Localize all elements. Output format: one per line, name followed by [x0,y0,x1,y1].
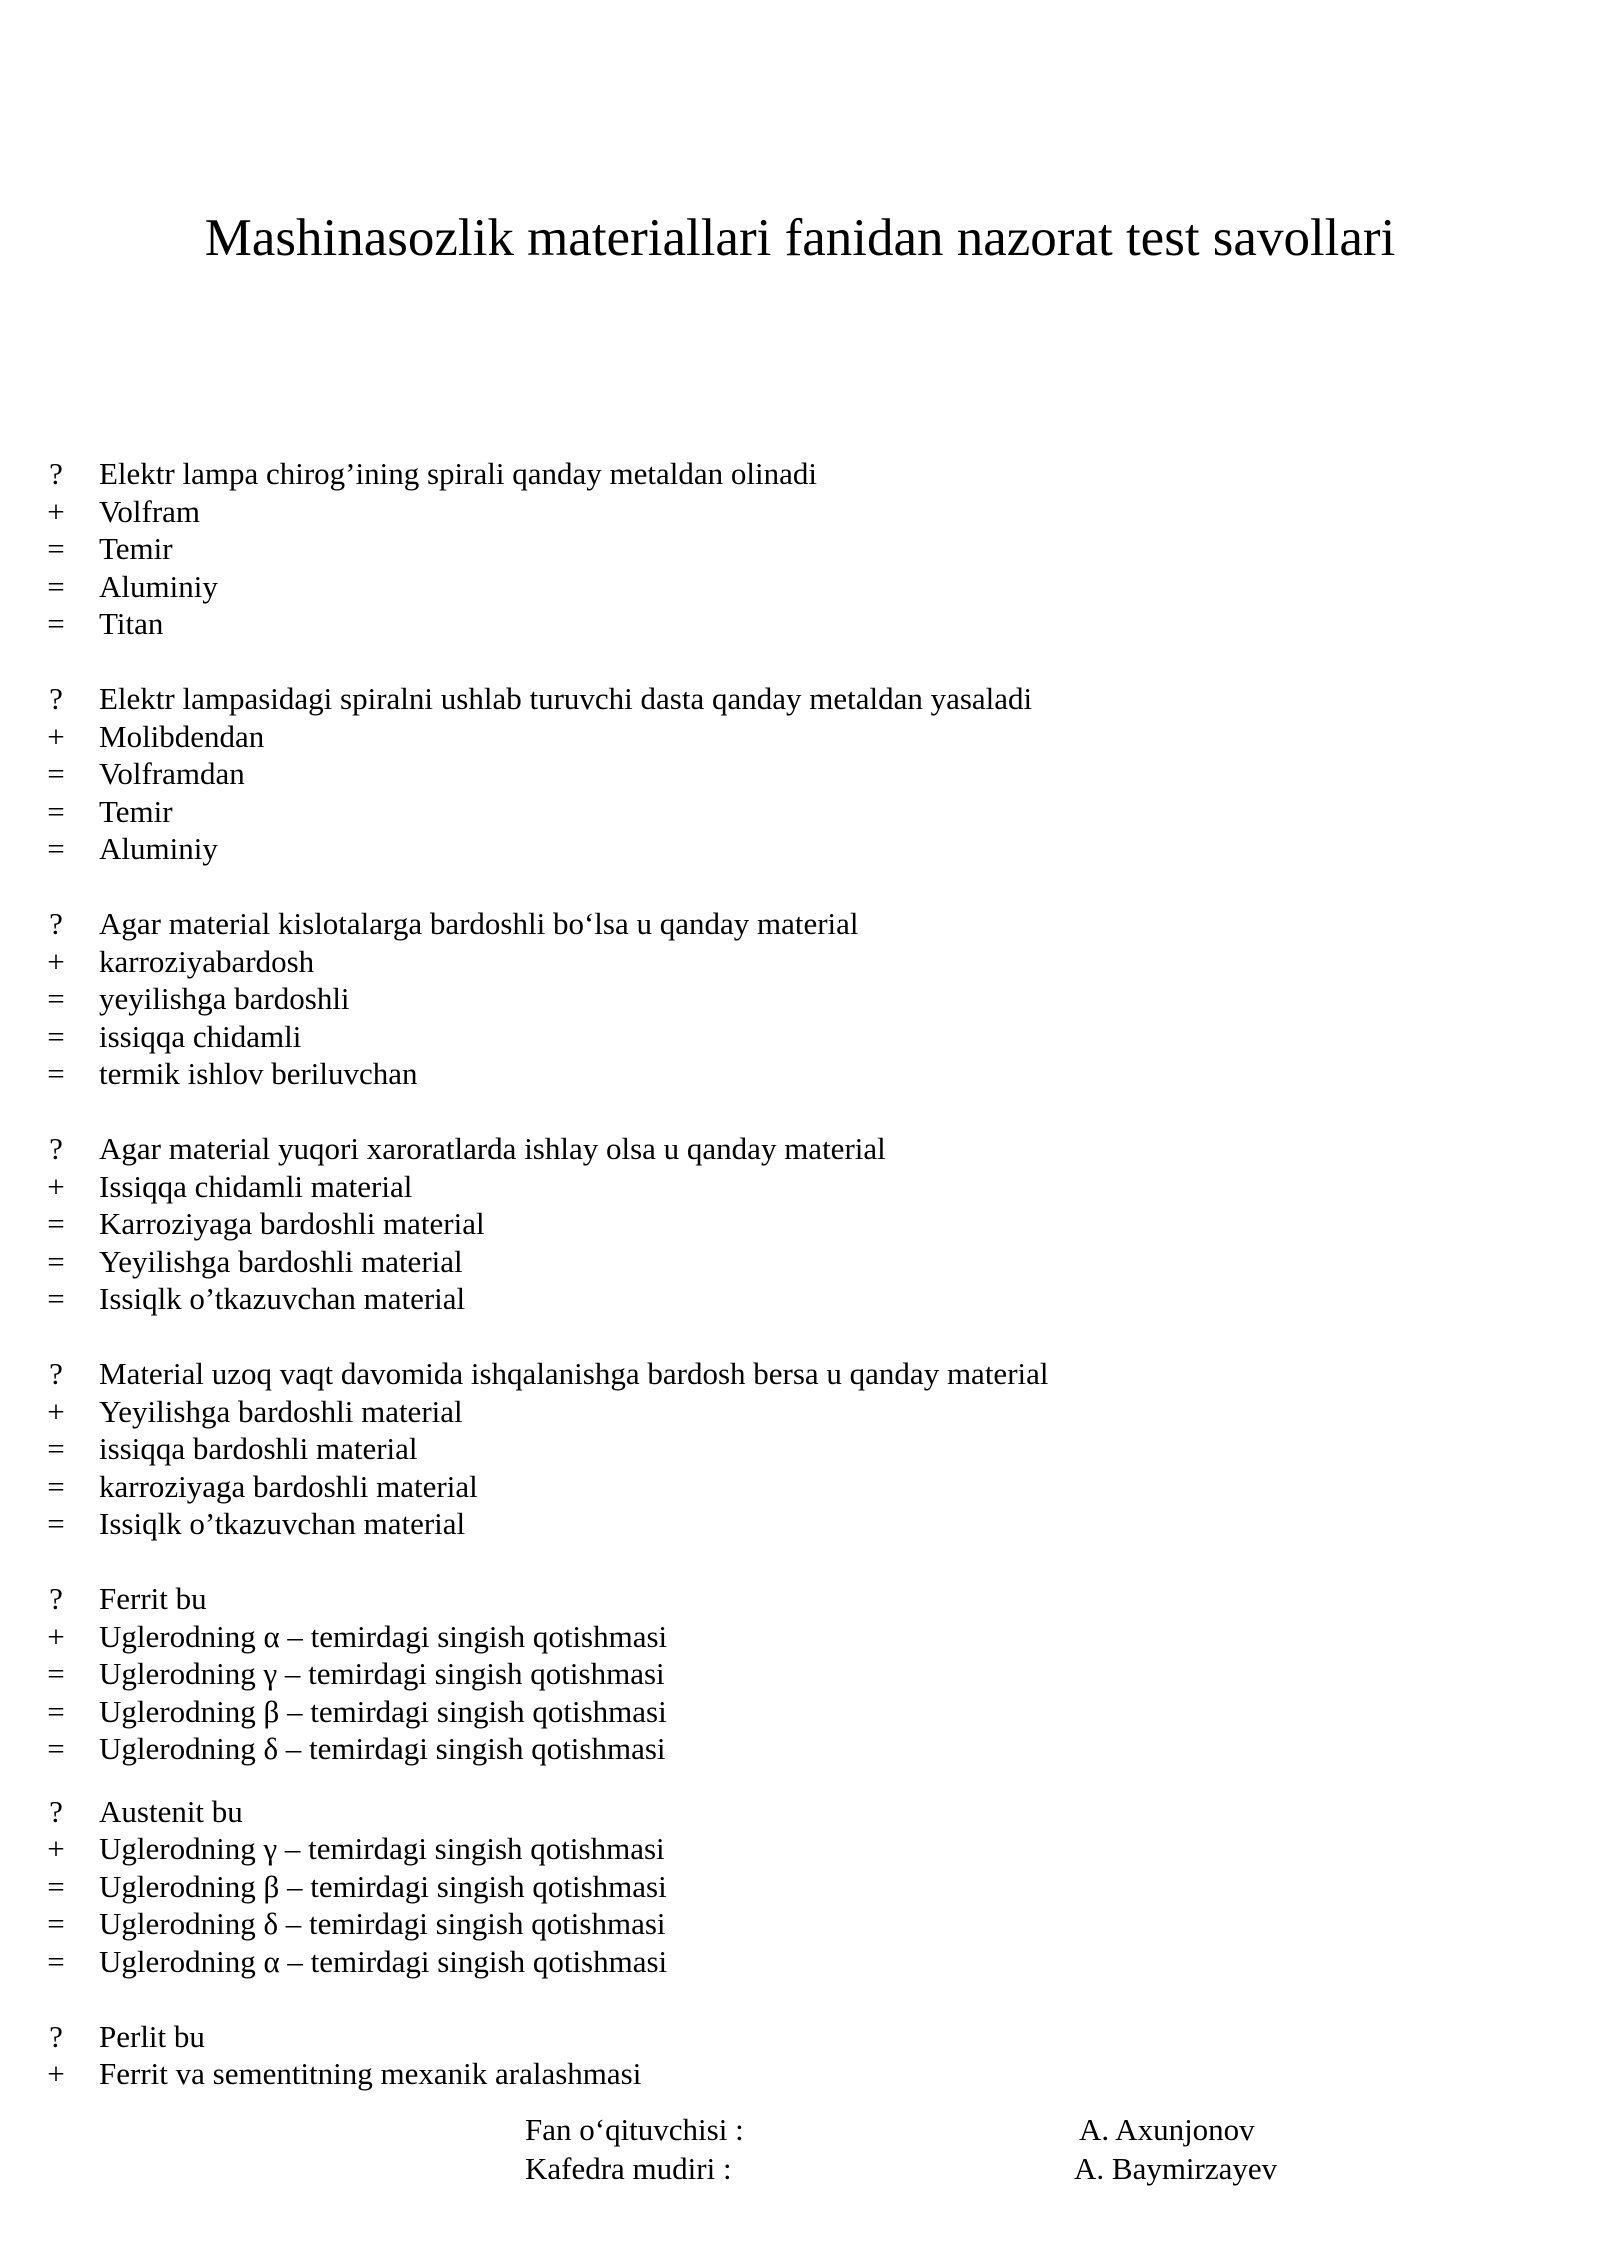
answer-text: issiqqa bardoshli material [99,1431,418,1466]
question-text: Elektr lampasidagi spiralni ushlab turuvchi dasta qanday metaldan yasaladi [99,681,1033,716]
question-marker: ? [49,1793,63,1829]
question-marker: ? [49,2018,63,2054]
answer-text: Ferrit va sementitning mexanik aralashmasi [99,2056,642,2091]
answer-marker: = [47,1868,65,1904]
correct-answer-line [0,1830,1600,1868]
answer-option-line [0,1243,1600,1281]
answer-marker: = [47,1018,65,1054]
answer-marker: = [47,531,65,566]
answer-option-line [0,755,1600,793]
correct-answer-line [0,1393,1600,1431]
answer-text: Uglerodning γ – temirdagi singish qotishmasi [99,1656,665,1691]
answer-marker: = [47,606,65,641]
answer-option-line [0,1055,1600,1093]
answer-marker: = [47,1506,65,1541]
answer-text: Molibdendan [99,718,265,754]
answer-marker: + [47,493,65,529]
signature-role: Kafedra mudiri : [525,2151,732,2186]
answer-text: Uglerodning α – temirdagi singish qotishmasi [99,1618,668,1654]
answer-option-line [0,1205,1600,1243]
signature-block [0,2110,1600,2188]
answer-text: yeyilishga bardoshli [99,981,350,1016]
question-block [0,905,1600,1093]
question-block [0,680,1600,868]
question-text: Perlit bu [99,2018,205,2054]
question-text: Agar material kislotalarga bardoshli bo‘lsa u qanday material [99,906,859,941]
answer-marker: + [47,1618,65,1654]
answer-text: Temir [99,793,173,829]
question-text: Material uzoq vaqt davomida ishqalanishga bardosh bersa u qanday material [99,1356,1049,1391]
question-marker: ? [49,1356,63,1391]
question-text: Agar material yuqori xaroratlarda ishlay olsa u qanday material [99,1131,886,1166]
answer-option-line [0,605,1600,643]
answer-option-line [0,793,1600,831]
answer-text: Issiqqa chidamli material [99,1168,413,1204]
answer-text: Uglerodning β – temirdagi singish qotishmasi [99,1693,667,1729]
answer-marker: + [47,943,65,979]
question-line [0,455,1600,493]
answer-text: Issiqlk o’tkazuvchan material [99,1506,466,1541]
question-list [0,455,1600,2130]
answer-text: issiqqa chidamli [99,1018,302,1054]
answer-option-line [0,1430,1600,1468]
answer-marker: = [47,981,65,1016]
question-line [0,1793,1600,1831]
answer-marker: = [47,1943,65,1979]
answer-option-line [0,1655,1600,1693]
answer-marker: = [47,1206,65,1241]
correct-answer-line [0,1168,1600,1206]
answer-text: Uglerodning δ – temirdagi singish qotishmasi [99,1731,666,1766]
question-line [0,905,1600,943]
answer-marker: + [47,1831,65,1866]
question-text: Austenit bu [99,1793,243,1829]
answer-option-line [0,980,1600,1018]
answer-marker: = [47,1056,65,1091]
question-marker: ? [49,1131,63,1166]
answer-marker: = [47,1468,65,1504]
correct-answer-line [0,493,1600,531]
answer-text: Uglerodning δ – temirdagi singish qotishmasi [99,1906,666,1941]
question-block [0,1130,1600,1318]
answer-option-line [0,1468,1600,1506]
answer-option-line [0,568,1600,606]
answer-text: Titan [99,606,164,641]
answer-text: Volframdan [99,756,245,791]
answer-marker: + [47,1393,65,1429]
answer-option-line [0,1018,1600,1056]
page-title: Mashinasozlik materiallari fanidan nazorat test savollari [204,209,1396,267]
signature-name: A. Baymirzayev [1074,2151,1278,2186]
answer-option-line [0,1730,1600,1768]
answer-option-line [0,1280,1600,1318]
answer-text: Aluminiy [99,831,218,866]
signature-row-teacher [0,2110,1600,2149]
answer-text: Temir [99,531,173,566]
answer-text: karroziyaga bardoshli material [99,1468,478,1504]
answer-text: Karroziyaga bardoshli material [99,1206,485,1241]
question-text: Ferrit bu [99,1581,207,1616]
answer-option-line [0,1905,1600,1943]
question-block [0,2018,1600,2093]
question-marker: ? [49,1581,63,1616]
signature-row-head [0,2149,1600,2188]
question-line [0,680,1600,718]
answer-marker: = [47,1431,65,1466]
answer-marker: + [47,2056,65,2091]
answer-text: Yeyilishga bardoshli material [99,1393,463,1429]
question-marker: ? [49,681,63,716]
correct-answer-line [0,2055,1600,2093]
signature-role: Fan o‘qituvchisi : [525,2112,744,2147]
answer-text: Uglerodning α – temirdagi singish qotishmasi [99,1943,668,1979]
answer-text: Uglerodning γ – temirdagi singish qotishmasi [99,1831,665,1866]
answer-text: Uglerodning β – temirdagi singish qotishmasi [99,1868,667,1904]
answer-marker: = [47,756,65,791]
answer-option-line [0,830,1600,868]
answer-option-line [0,1943,1600,1981]
question-text: Elektr lampa chirog’ining spirali qanday metaldan olinadi [99,456,817,491]
question-block [0,1580,1600,1768]
answer-text: Volfram [99,493,201,529]
question-line [0,1580,1600,1618]
answer-marker: = [47,1906,65,1941]
correct-answer-line [0,718,1600,756]
answer-text: Issiqlk o’tkazuvchan material [99,1281,466,1316]
answer-text: karroziyabardosh [99,943,315,979]
correct-answer-line [0,943,1600,981]
answer-marker: = [47,1693,65,1729]
answer-marker: + [47,718,65,754]
answer-option-line [0,530,1600,568]
answer-text: Yeyilishga bardoshli material [99,1243,463,1279]
answer-marker: = [47,831,65,866]
question-line [0,1130,1600,1168]
question-block [0,455,1600,643]
answer-marker: = [47,568,65,604]
answer-marker: = [47,1281,65,1316]
question-block [0,1793,1600,1981]
question-line [0,1355,1600,1393]
answer-option-line [0,1505,1600,1543]
question-marker: ? [49,456,63,491]
answer-marker: = [47,793,65,829]
answer-marker: = [47,1731,65,1766]
answer-text: termik ishlov beriluvchan [99,1056,418,1091]
answer-option-line [0,1868,1600,1906]
question-marker: ? [49,906,63,941]
answer-marker: + [47,1168,65,1204]
answer-marker: = [47,1243,65,1279]
correct-answer-line [0,1618,1600,1656]
answer-option-line [0,1693,1600,1731]
question-block [0,1355,1600,1543]
answer-text: Aluminiy [99,568,218,604]
answer-marker: = [47,1656,65,1691]
signature-name: A. Axunjonov [1079,2112,1255,2147]
question-line [0,2018,1600,2056]
